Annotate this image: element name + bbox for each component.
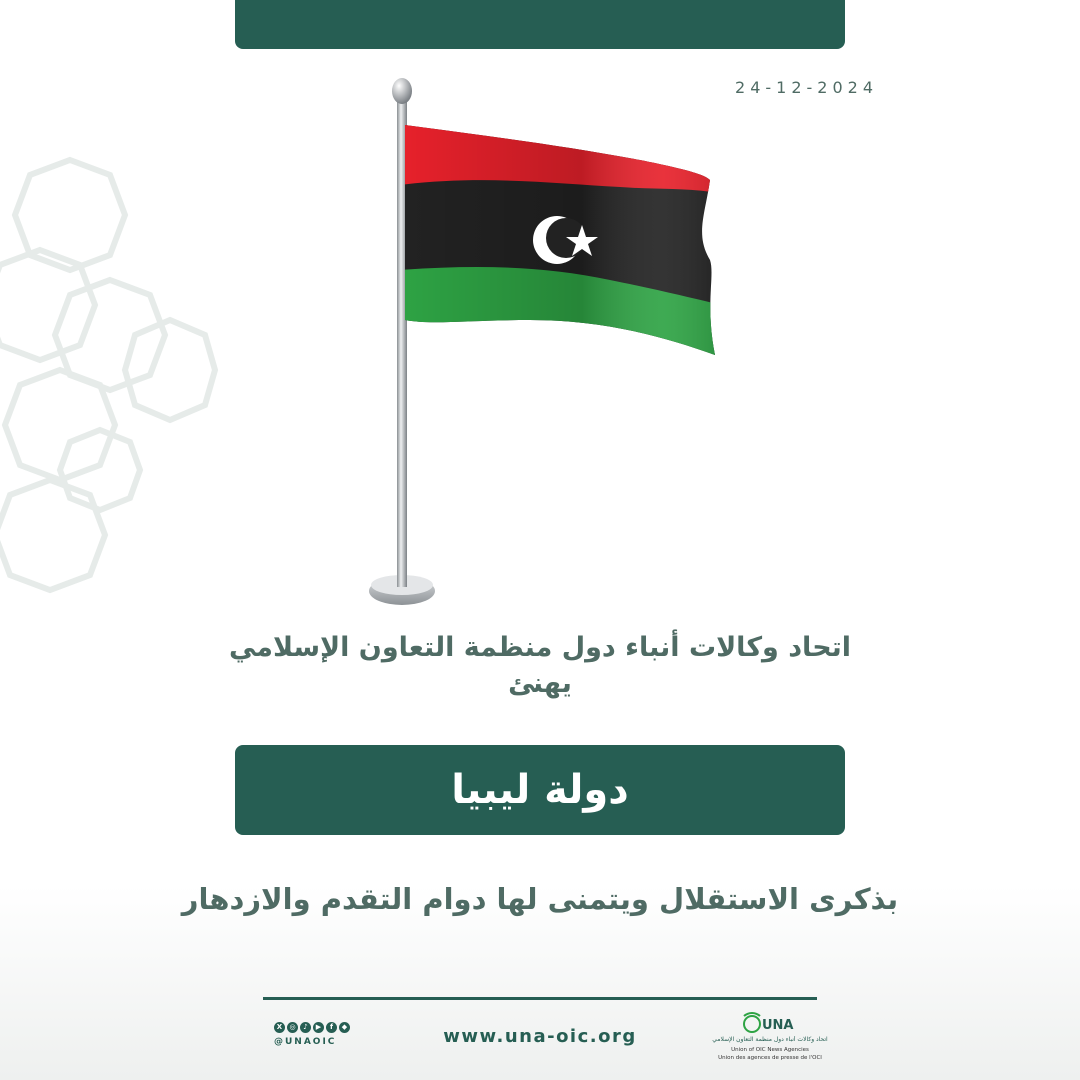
una-logo-mark-icon <box>738 1010 798 1034</box>
headline-line-2: يهنئ <box>508 668 572 699</box>
wish-message: بذكرى الاستقلال ويتمنى لها دوام التقدم والازدهار <box>181 882 899 916</box>
una-logo <box>708 1010 832 1070</box>
facebook-icon[interactable]: f <box>326 1022 337 1033</box>
logo-arabic-name: اتحاد وكالات أنباء دول منظمة التعاون الإسلامي <box>712 1036 828 1043</box>
una-logo-text: UNA <box>762 1018 794 1033</box>
logo-english-name: Union of OIC News Agencies <box>731 1047 809 1053</box>
youtube-icon[interactable]: ▶ <box>313 1022 324 1033</box>
social-handle[interactable]: @UNAOIC <box>274 1037 337 1047</box>
logo-french-name: Union des agences de presse de l'OCI <box>718 1055 822 1061</box>
footer-divider <box>263 997 817 1000</box>
libya-flag-illustration <box>360 75 730 615</box>
congratulation-headline <box>140 630 940 702</box>
website-link[interactable]: www.una-oic.org <box>443 1026 637 1047</box>
instagram-icon[interactable]: ◎ <box>287 1022 298 1033</box>
headline-line-1: اتحاد وكالات أنباء دول منظمة التعاون الإسلامي <box>228 632 852 663</box>
country-banner <box>235 745 845 835</box>
snapchat-icon[interactable]: ◆ <box>339 1022 350 1033</box>
top-banner <box>235 0 845 49</box>
post-date: 24-12-2024 <box>735 78 878 97</box>
tiktok-icon[interactable]: ♪ <box>300 1022 311 1033</box>
x-icon[interactable]: X <box>274 1022 285 1033</box>
geometric-pattern-decoration <box>0 150 230 610</box>
social-links <box>274 1022 364 1047</box>
country-name: دولة ليبيا <box>451 767 629 813</box>
